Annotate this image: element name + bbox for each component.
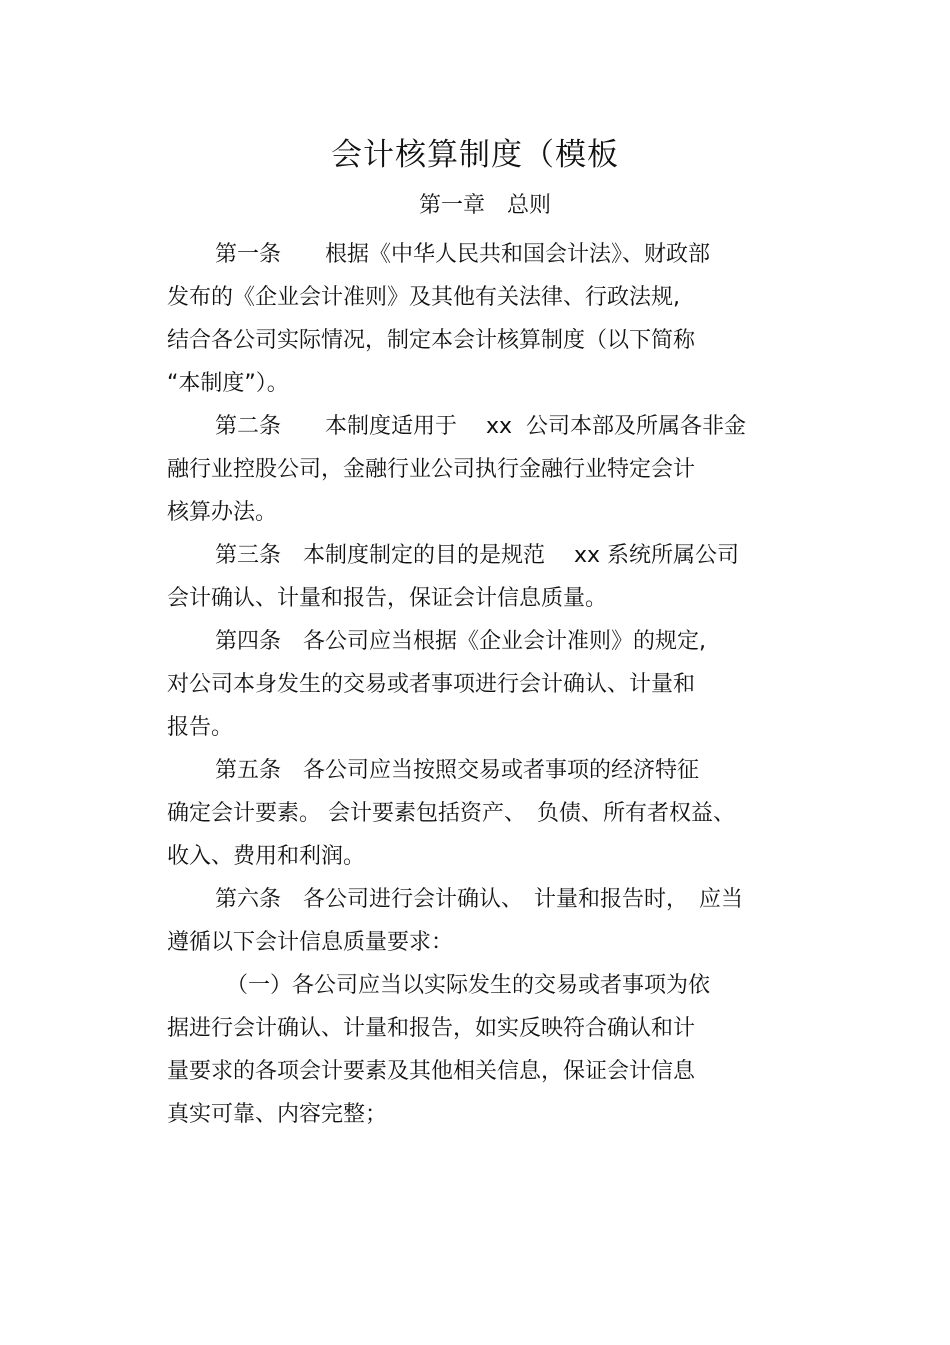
article-4-line-3: 报告。 (167, 715, 234, 740)
article-3-line-1: 第三条 本制度制定的目的是规范 xx 系统所属公司 (215, 543, 740, 568)
article-5-line-2: 确定会计要素。 会计要素包括资产、 负债、所有者权益、 (167, 801, 735, 826)
article-5-line-3: 收入、费用和利润。 (167, 844, 366, 869)
article-2-line-3: 核算办法。 (167, 500, 278, 525)
article-1-line-2: 发布的《企业会计准则》及其他有关法律、行政法规, (167, 285, 680, 310)
article-2-line-2: 融行业控股公司，金融行业公司执行金融行业特定会计 (167, 457, 696, 482)
article-1-line-1: 第一条 根据《中华人民共和国会计法》、财政部 (215, 242, 711, 267)
item-1-line-4: 真实可靠、内容完整； (167, 1102, 388, 1127)
document-title: 会计核算制度（模板 (331, 137, 619, 173)
article-1-line-3: 结合各公司实际情况，制定本会计核算制度（以下简称 (167, 328, 696, 353)
item-1-line-3: 量要求的各项会计要素及其他相关信息，保证会计信息 (167, 1059, 696, 1084)
article-5-line-1: 第五条 各公司应当按照交易或者事项的经济特征 (215, 758, 700, 783)
article-2-line-1: 第二条 本制度适用于 xx 公司本部及所属各非金 (215, 414, 747, 439)
article-1-line-4: “本制度”）。 (167, 371, 289, 396)
article-4-line-2: 对公司本身发生的交易或者事项进行会计确认、计量和 (167, 672, 696, 697)
article-4-line-1: 第四条 各公司应当根据《企业会计准则》的规定, (215, 629, 706, 654)
article-6-line-2: 遵循以下会计信息质量要求： (167, 930, 454, 955)
item-1-line-2: 据进行会计确认、计量和报告，如实反映符合确认和计 (167, 1016, 696, 1041)
article-6-line-1: 第六条 各公司进行会计确认、 计量和报告时， 应当 (215, 887, 744, 912)
article-3-line-2: 会计确认、计量和报告，保证会计信息质量。 (167, 586, 608, 611)
item-1-line-1: （一）各公司应当以实际发生的交易或者事项为依 (226, 973, 711, 998)
chapter-heading: 第一章 总则 (418, 193, 551, 218)
